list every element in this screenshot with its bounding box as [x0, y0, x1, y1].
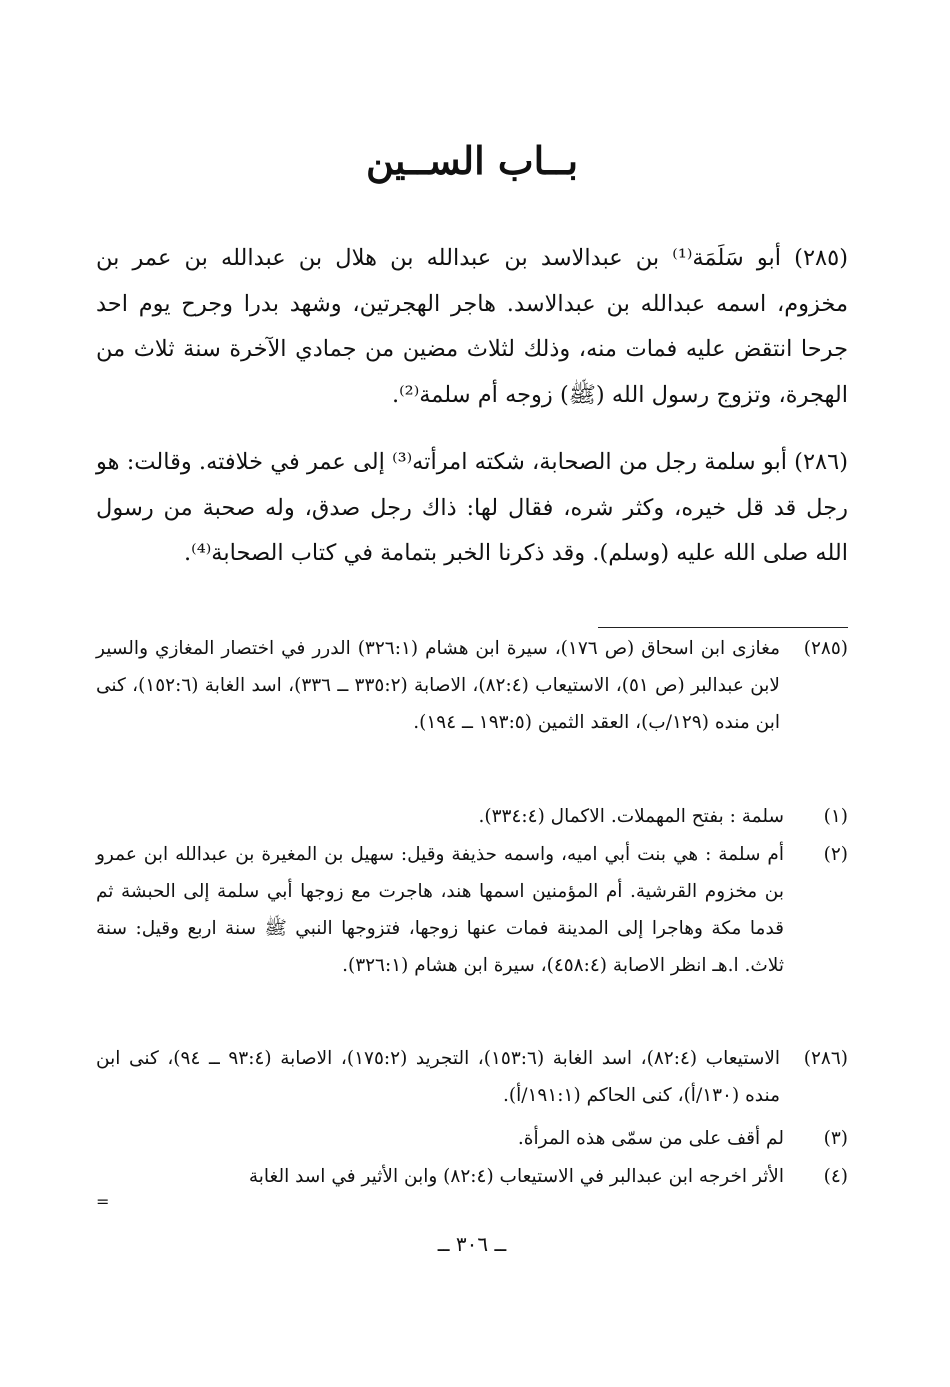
footnote-3: [96, 1120, 848, 1157]
chapter-title: بــاب الســين: [365, 138, 579, 183]
footnote-number: (٤): [823, 1166, 848, 1187]
footnote-1: [96, 798, 848, 835]
footnote-number: (٢٨٦): [803, 1048, 848, 1069]
footnote-number: (١): [823, 806, 848, 827]
entry-286: (٢٨٦) أبو سلمة رجل من الصحابة، شكته امرأته⁽³⁾ إلى عمر في خلافته. وقالت: هو رجل قد قل خيره، وكثر شره، فقال لها: ذاك رجل صدق، وله صحبة من رسول الله صلى الله عليه (وسلم). وقد ذكرنا الخبر بتمامة في كتاب الصحابة⁽⁴⁾.: [96, 449, 848, 566]
book-page: [96, 0, 848, 1387]
continuation-mark: =: [96, 1192, 110, 1211]
footnote-text: مغازى ابن اسحاق (ص ١٧٦)، سيرة ابن هشام (٣٢٦:١) الدرر في اختصار المغازي والسير لابن عبدالبر (ص ٥١)، الاستيعاب (٨٢:٤)، الاصابة (٣٣٥:٢ ــ ٣٣٦)، اسد الغابة (١٥٢:٦)، كنى ابن منده (١٢٩/ب)، العقد الثمين (١٩٣:٥ ــ ١٩٤).: [96, 638, 781, 733]
footnote-text: لم أقف على من سمّى هذه المرأة.: [517, 1128, 784, 1149]
entry-285: (٢٨٥) أبو سَلَمَة⁽¹⁾ بن عبدالاسد بن عبدالله بن هلال بن عبدالله بن عمر بن مخزوم، اسمه عبدالله بن عبدالاسد. هاجر الهجرتين، وشهد بدرا وجرح يوم احد جرحا انتقض عليه فمات منه، وذلك لثلاث مضين من جمادي الآخرة سنة ثلاث من الهجرة، وتزوج رسول الله (ﷺ) زوجه أم سلمة⁽²⁾.: [96, 245, 848, 408]
footnote-number: (٣): [823, 1128, 848, 1149]
footnote-286: [96, 1040, 848, 1114]
footnote-285: [96, 630, 848, 741]
footnote-separator: [598, 627, 848, 628]
footnote-number: (٢٨٥): [803, 638, 848, 659]
footnote-number: (٢): [823, 844, 848, 865]
footnote-text: الاستيعاب (٨٢:٤)، اسد الغابة (١٥٣:٦)، التجريد (١٧٥:٢)، الاصابة (٩٣:٤ ــ ٩٤)، كنى ابن منده (١٣٠/أ)، كنى الحاكم (١٩١:١/أ).: [96, 1048, 781, 1106]
footnote-2: [96, 836, 848, 984]
page-number: ــ ٣٠٦ ــ: [437, 1232, 507, 1256]
footnote-text: سلمة : بفتح المهملات. الاكمال (٣٣٤:٤).: [478, 806, 784, 827]
footnote-4: [96, 1158, 848, 1195]
footnote-text: الأثر اخرجه ابن عبدالبر في الاستيعاب (٨٢:٤) وابن الأثير في اسد الغابة: [248, 1166, 784, 1187]
footnote-text: أم سلمة : هي بنت أبي اميه، واسمه حذيفة وقيل: سهيل بن المغيرة بن عبدالله ابن عمرو بن مخزوم القرشية. أم المؤمنين اسمها هند، هاجرت مع زوجها أبي سلمة إلى الحبشة ثم قدما مكة وهاجرا إلى المدينة فمات عنها زوجها، فتزوجها النبي ﷺ سنة اربع وقيل: سنة ثلاث. ا.هـ انظر الاصابة (٤٥٨:٤)، سيرة ابن هشام (٣٢٦:١).: [96, 844, 784, 976]
